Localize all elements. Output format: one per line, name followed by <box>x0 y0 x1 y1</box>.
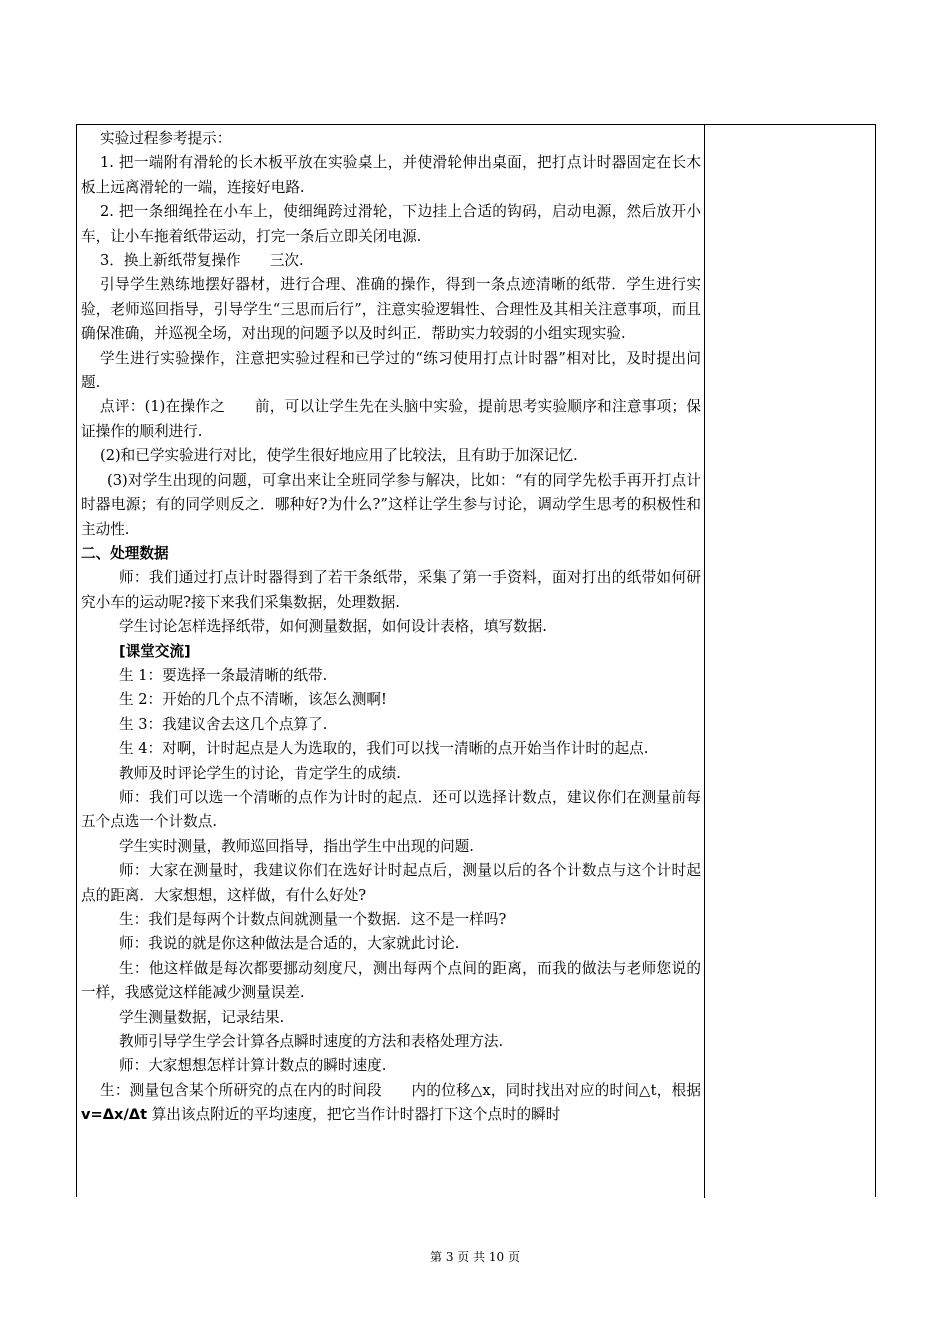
paragraph: 生：他这样做是每次都要挪动刻度尺，测出每两个点间的距离，而我的做法与老师您说的一样，我感觉这样能减少测量误差. <box>81 959 701 1002</box>
paragraph: 学生实时测量，教师巡回指导，指出学生中出现的问题. <box>119 837 474 855</box>
paragraph: 学生进行实验操作，注意把实验过程和已学过的“练习使用打点计时器”相对比，及时提出问题. <box>81 349 701 392</box>
paragraph: 3．换上新纸带复操作 三次. <box>100 252 304 270</box>
notes-cell <box>707 127 873 1187</box>
subheading: [课堂交流] <box>119 642 191 660</box>
paragraph: 2. 把一条细绳拴在小车上，使细绳跨过滑轮，下边挂上合适的钩码，启动电源，然后放开小车，让小车拖着纸带运动，打完一条后立即关闭电源. <box>81 203 701 245</box>
paragraph: 生 4：对啊，计时起点是人为选取的，我们可以找一清晰的点开始当作计时的起点. <box>119 740 649 758</box>
section-heading: 二、处理数据 <box>81 544 169 562</box>
paragraph: 学生讨论怎样选择纸带，如何测量数据，如何设计表格，填写数据. <box>119 618 547 636</box>
paragraph: 实验过程参考提示： <box>100 130 232 147</box>
paragraph: 生 3：我建议舍去这几个点算了. <box>119 715 328 733</box>
column-divider <box>704 125 705 1198</box>
velocity-formula: v=Δx/Δt <box>81 1106 148 1124</box>
paragraph: 1. 把一端附有滑轮的长木板平放在实验桌上，并使滑轮伸出桌面，把打点计时器固定在长木板上远离滑轮的一端，连接好电路. <box>81 154 701 196</box>
paragraph: (2)和已学实验进行对比，使学生很好地应用了比较法，且有助于加深记忆. <box>100 447 578 465</box>
paragraph: 教师及时评论学生的讨论，肯定学生的成绩. <box>119 764 401 782</box>
paragraph-text: 生：测量包含某个所研究的点在内的时间段 内的位移△x，同时找出对应的时间△t，根据 <box>100 1081 701 1099</box>
lesson-table <box>76 124 876 1197</box>
paragraph: 学生测量数据，记录结果. <box>119 1008 285 1026</box>
paragraph: 师：我们通过打点计时器得到了若干条纸带，采集了第一手资料，面对打出的纸带如何研究小车的运动呢?接下来我们采集数据，处理数据. <box>81 569 701 611</box>
paragraph: 师：我们可以选一个清晰的点作为计时的起点．还可以选择计数点，建议你们在测量前每五个点选一个计数点. <box>81 788 701 831</box>
paragraph: 生 2：开始的几个点不清晰，该怎么测啊! <box>119 691 387 709</box>
paragraph: 生：我们是每两个计数点间就测量一个数据．这不是一样吗? <box>119 911 507 928</box>
paragraph <box>81 1079 701 1128</box>
content-cell <box>81 127 701 1128</box>
page-footer: 第 3 页 共 10 页 <box>430 1250 520 1264</box>
paragraph: 师：大家在测量时，我建议你们在选好计时起点后，测量以后的各个计数点与这个计时起点的距离．大家想想，这样做，有什么好处? <box>81 862 701 904</box>
paragraph-text: 算出该点附近的平均速度，把它当作计时器打下这个点时的瞬时 <box>147 1106 561 1124</box>
paragraph: 点评：(1)在操作之 前，可以让学生先在头脑中实验，提前思考实验顺序和注意事项；保证操作的顺利进行. <box>81 398 701 440</box>
paragraph: 师：我说的就是你这种做法是合适的，大家就此讨论. <box>119 935 460 953</box>
paragraph: 引导学生熟练地摆好器材，进行合理、准确的操作，得到一条点迹清晰的纸带．学生进行实验，老师巡回指导，引导学生“三思而后行”，注意实验逻辑性、合理性及其相关注意事项，而且确保准确，并巡视全场，对出现的问题予以及时纠正．帮助实力较弱的小组实现实验. <box>81 276 701 343</box>
paragraph: (3)对学生出现的问题，可拿出来让全班同学参与解决，比如：“有的同学先松手再开打点计时器电源；有的同学则反之．哪种好?为什么?”这样让学生参与讨论，调动学生思考的积极性和主动性. <box>81 471 701 538</box>
paragraph: 师：大家想想怎样计算计数点的瞬时速度. <box>119 1057 387 1075</box>
paragraph: 教师引导学生学会计算各点瞬时速度的方法和表格处理方法. <box>119 1033 504 1051</box>
paragraph: 生 1：要选择一条最清晰的纸带. <box>119 666 328 684</box>
